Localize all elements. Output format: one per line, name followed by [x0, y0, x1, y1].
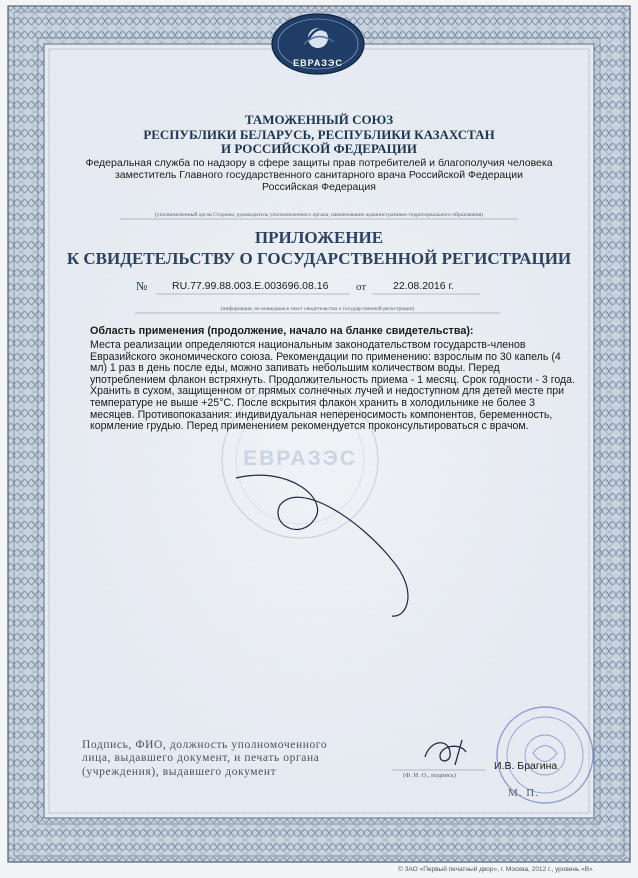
- content-line: Евразийского экономического союза. Рекомендации по применению: взрослым по 30 капель (4: [90, 350, 561, 363]
- watermark-text: ЕВРАЗЭС: [243, 447, 357, 470]
- logo-text: ЕВРАЗЭС: [293, 58, 343, 68]
- number-label: №: [136, 279, 148, 293]
- content-line: месяцев. Противопоказания: индивидуальная непереносимость компонентов, беременность,: [90, 408, 553, 421]
- content-body: [90, 340, 590, 433]
- republics-line-1: РЕСПУБЛИКИ БЕЛАРУСЬ, РЕСПУБЛИКИ КАЗАХСТАН: [143, 127, 495, 142]
- fio-caption: (Ф. И. О., подпись): [403, 772, 456, 779]
- signature-caption-line: лица, выдавшего документ, и печать органа: [82, 752, 320, 765]
- signature-caption: [82, 739, 382, 779]
- signature-caption-line: (учреждения), выдавшего документ: [82, 765, 277, 778]
- stamp-place-label: М. П.: [508, 787, 539, 799]
- registration-date: 22.08.2016 г.: [393, 280, 454, 292]
- registration-number: RU.77.99.88.003.Е.003696.08.16: [172, 280, 329, 292]
- printer-footer: © ЗАО «Первый печатный двор», г. Москва, 2012 г., уровень «В»: [398, 866, 593, 873]
- content-line: кормление грудью. Перед применением рекомендуется проконсультироваться с врачом.: [90, 420, 529, 433]
- document-title-line-2: К СВИДЕТЕЛЬСТВУ О ГОСУДАРСТВЕННОЙ РЕГИСТРАЦИИ: [66, 249, 572, 268]
- republics-line-2: И РОССИЙСКОЙ ФЕДЕРАЦИИ: [221, 141, 417, 156]
- agency-line-2: заместитель Главного государственного санитарного врача Российской Федерации: [114, 169, 524, 181]
- content-heading: Область применения (продолжение, начало на бланке свидетельства):: [90, 325, 474, 337]
- agency-line-3: Российская Федерация: [262, 181, 376, 193]
- content-line: употреблением флакон встряхнуть. Продолжительность приема - 1 месяц. Срок годности - 3 года.: [90, 373, 576, 386]
- document-title-line-1: ПРИЛОЖЕНИЕ: [254, 228, 384, 247]
- registration-caption: (информация, не вошедшая в текст свидетельства о государственной регистрации): [220, 306, 415, 312]
- content-line: Места реализации определяются национальным законодательством государств-членов: [90, 339, 526, 351]
- content-line: мл) 1 раз в день после еды, можно запивать небольшим количеством воды. Перед: [90, 362, 500, 375]
- content-line: температуре не выше +25°С. После вскрытия флакон хранить в холодильнике не более 3: [90, 396, 536, 409]
- agency-caption: (уполномоченный орган Стороны, руководитель уполномоченного органа, наименование административно-территориального образования): [154, 212, 484, 218]
- signature-caption-line: Подпись, ФИО, должность уполномоченного: [82, 739, 328, 751]
- content-line: Хранить в сухом, защищенном от прямых солнечных лучей и недоступном для детей месте при: [90, 385, 565, 398]
- signer-name: И.В. Брагина: [494, 760, 558, 772]
- agency-line-1: Федеральная служба по надзору в сфере защиты прав потребителей и благополучия человека: [85, 157, 553, 169]
- date-label: от: [356, 281, 367, 293]
- union-title: ТАМОЖЕННЫЙ СОЮЗ: [244, 112, 394, 127]
